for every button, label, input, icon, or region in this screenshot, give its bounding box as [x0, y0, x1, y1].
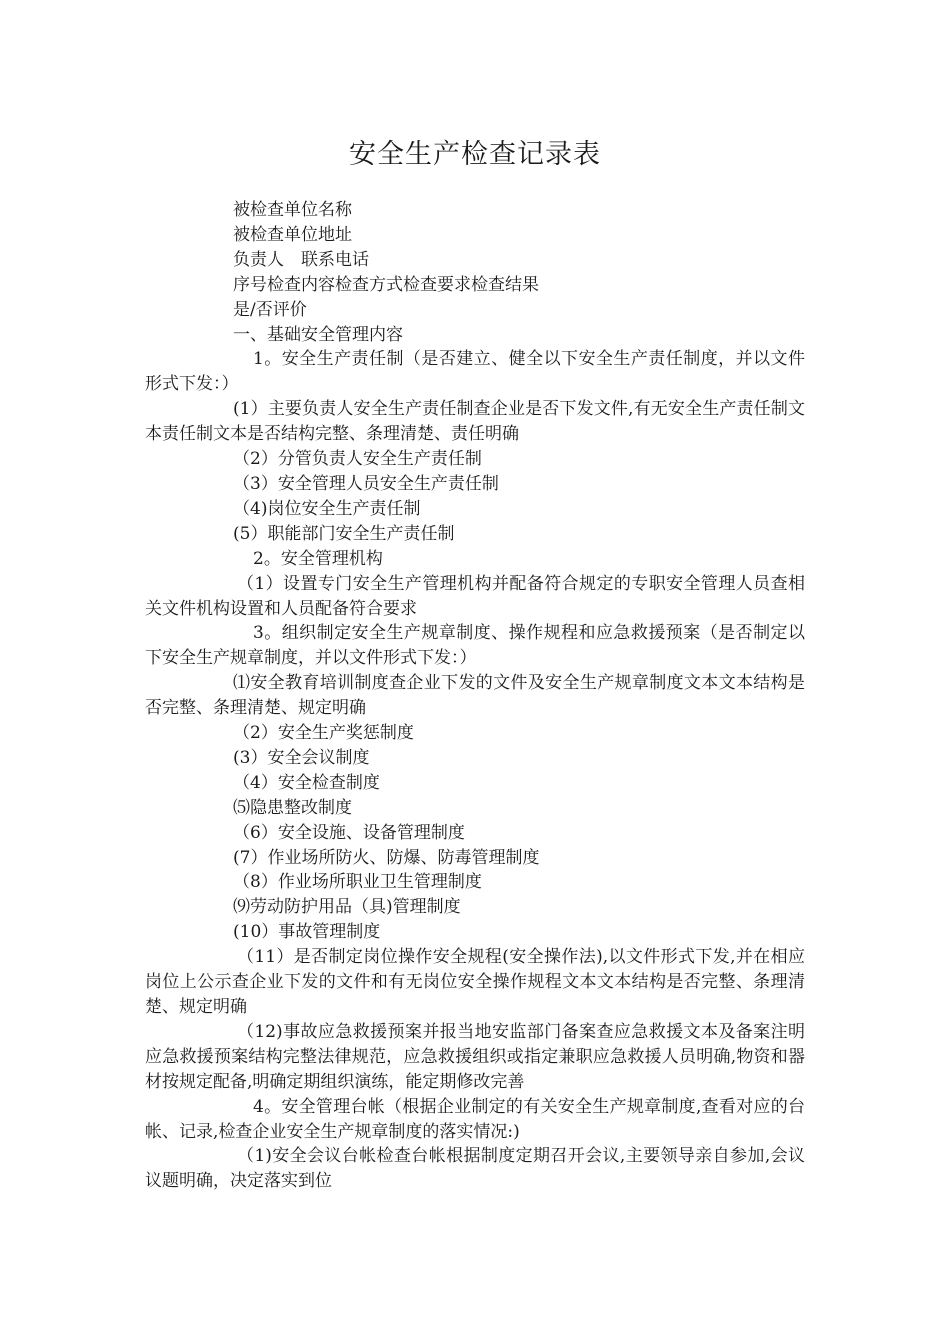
sub-item: （3）安全管理人员安全生产责任制: [233, 473, 499, 494]
item-heading: 4。安全管理台帐（根据企业制定的有关安全生产规章制度,查看对应的台帐、记录,检查企业安全生产规章制度的落实情况:): [145, 1096, 805, 1142]
sub-item: （6）安全设施、设备管理制度: [233, 822, 465, 843]
field-unit-address: 被检查单位地址: [233, 224, 352, 245]
table-header-evaluation: 是/否评价: [233, 299, 307, 320]
sub-item: ⑸隐患整改制度: [233, 797, 352, 818]
field-responsible-person: 负责人 联系电话: [233, 249, 369, 270]
item-heading: 2。安全管理机构: [253, 548, 383, 569]
sub-item: (3）安全会议制度: [233, 747, 370, 768]
sub-item: （1）设置专门安全生产管理机构并配备符合规定的专职安全管理人员查相关文件机构设置和人员配备符合要求: [145, 573, 805, 619]
sub-item: （2）安全生产奖惩制度: [233, 723, 414, 744]
document-title: 安全生产检查记录表: [349, 139, 601, 170]
sub-item: (10）事故管理制度: [233, 922, 381, 943]
item-heading: 3。组织制定安全生产规章制度、操作规程和应急救援预案（是否制定以下安全生产规章制度，并以文件形式下发：）: [145, 623, 805, 669]
sub-item: （1)安全会议台帐检查台帐根据制度定期召开会议,主要领导亲自参加,会议议题明确，决定落实到位: [145, 1146, 805, 1192]
sub-item: （12)事故应急救援预案并报当地安监部门备案查应急救援文本及备案注明应急救援预案结构完整法律规范，应急救援组织或指定兼职应急救援人员明确,物资和器材按规定配备,明确定期组织演练，能定期修改完善: [145, 1021, 805, 1092]
section-heading: 一、基础安全管理内容: [233, 324, 403, 345]
sub-item: ⑼劳动防护用品（具)管理制度: [233, 897, 461, 918]
field-unit-name: 被检查单位名称: [233, 200, 352, 220]
item-heading: 1。安全生产责任制（是否建立、健全以下安全生产责任制度，并以文件形式下发：）: [145, 349, 805, 395]
sub-item: （2）分管负责人安全生产责任制: [233, 449, 482, 470]
sub-item: （8）作业场所职业卫生管理制度: [233, 872, 482, 893]
sub-item: (5）职能部门安全生产责任制: [233, 523, 455, 544]
sub-item: (7）作业场所防火、防爆、防毒管理制度: [233, 847, 540, 868]
sub-item: （4）安全检查制度: [233, 772, 380, 793]
document-body: [145, 198, 805, 1194]
sub-item: (1）主要负责人安全生产责任制查企业是否下发文件,有无安全生产责任制文本责任制文本是否结构完整、条理清楚、责任明确: [145, 399, 805, 445]
sub-item: （11）是否制定岗位操作安全规程(安全操作法),以文件形式下发,并在相应岗位上公示查企业下发的文件和有无岗位安全操作规程文本文本结构是否完整、条理清楚、规定明确: [145, 947, 805, 1017]
table-header-line: 序号检查内容检查方式检查要求检查结果: [233, 274, 539, 295]
sub-item: （4)岗位安全生产责任制: [233, 498, 421, 519]
sub-item: ⑴安全教育培训制度查企业下发的文件及安全生产规章制度文本文本结构是否完整、条理清楚、规定明确: [145, 673, 805, 719]
